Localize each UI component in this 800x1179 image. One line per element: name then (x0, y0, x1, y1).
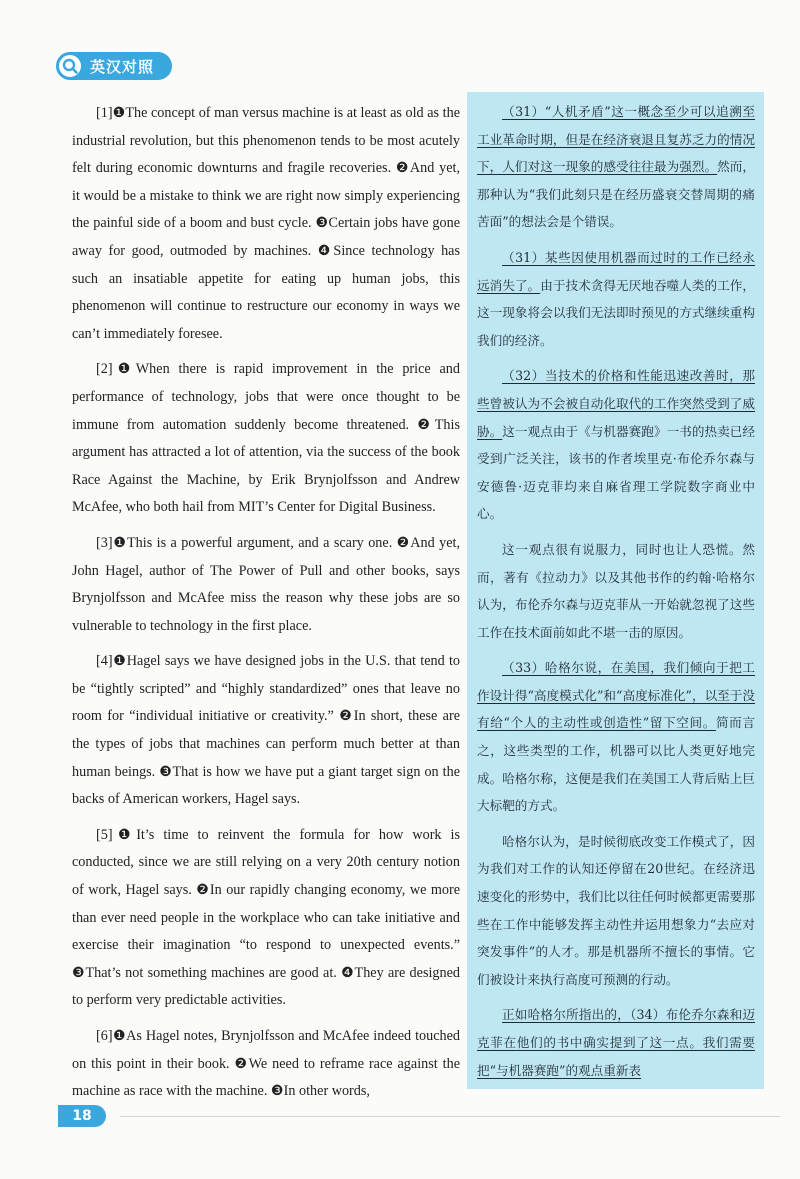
chinese-paragraph-7 (477, 1001, 755, 1084)
chinese-translation-panel (467, 92, 764, 1089)
section-badge (58, 52, 172, 80)
chinese-paragraph-1 (477, 98, 755, 236)
chinese-paragraph-3 (477, 362, 755, 528)
english-paragraph-6: [6]❶As Hagel notes, Brynjolfsson and McAfee indeed touched on this point in their book. ❷We need to reframe race against the machine as race with the machine. ❸In other words, (72, 1028, 460, 1100)
chinese-paragraph-4 (477, 536, 755, 646)
chinese-paragraph-6 (477, 828, 755, 994)
underlined-translation: （31）“人机矛盾”这一概念至少可以追溯至工业革命时期，但是在经济衰退且复苏乏力的情况下，人们对这一现象的感受往往最为强烈。 (477, 104, 755, 175)
search-magnifier-icon (56, 52, 84, 80)
underlined-translation: （33）哈格尔说，在美国，我们倾向于把工作设计得“高度模式化”和“高度标准化”，以至于没有给“个人的主动性或创造性”留下空间。 (477, 660, 755, 731)
english-text-column (72, 100, 460, 1114)
english-paragraph-1: [1]❶The concept of man versus machine is at least as old as the industrial revolution, but this phenomenon tends to be most acutely felt during economic downturns and fragile recoveries. ❷And yet, it would be a mistake to think we are right now simply experiencing the painful side of a boom and bust cycle. ❸Certain jobs have gone away for good, outmoded by machines. ❹Since technology has such an insatiable appetite for eating up human jobs, this phenomenon will continue to restructure our economy in ways we can’t immediately foresee. (72, 105, 460, 342)
chinese-paragraph-2 (477, 244, 755, 354)
plain-translation: 这一观点很有说服力，同时也让人恐慌。然而，著有《拉动力》以及其他书作的约翰·哈格尔认为，布伦乔尔森与迈克菲从一开始就忽视了这些工作在技术面前如此不堪一击的原因。 (477, 541, 755, 640)
underlined-translation: （32）当技术的价格和性能迅速改善时，那些曾被认为不会被自动化取代的工作突然受到了威胁。 (477, 368, 755, 439)
footer-divider (120, 1116, 780, 1117)
english-paragraph-2: [2]❶When there is rapid improvement in the price and performance of technology, jobs that were once thought to be immune from automation suddenly become threatened. ❷This argument has attracted a lot of attention, via the success of the book Race Against the Machine, by Erik Brynjolfsson and Andrew McAfee, who both hail from MIT’s Center for Digital Business. (72, 361, 460, 516)
plain-translation: 哈格尔认为，是时候彻底改变工作模式了，因为我们对工作的认知还停留在20世纪。在经济迅速变化的形势中，我们比以往任何时候都更需要那些在工作中能够发挥主动性并运用想象力“去应对突发事件”的人才。那是机器所不擅长的事情。它们被设计来执行高度可预测的行动。 (477, 833, 755, 987)
plain-translation: 然而，那种认为“我们此刻只是在经历盛衰交替周期的痛苦面”的想法会是个错误。 (477, 159, 756, 230)
underlined-translation: 正如哈格尔所指出的，（34）布伦乔尔森和迈克菲在他们的书中确实提到了这一点。我们需要把“与机器赛跑”的观点重新表 (477, 1007, 755, 1078)
section-badge-label: 英汉对照 (90, 57, 155, 76)
page-number: 18 (58, 1105, 106, 1127)
plain-translation: 由于技术贪得无厌地吞噬人类的工作，这一现象将会以我们无法即时预见的方式继续重构我们的经济。 (477, 277, 756, 348)
chinese-paragraph-5 (477, 654, 755, 820)
english-paragraph-5: [5]❶It’s time to reinvent the formula for how work is conducted, since we are still relying on a very 20th century notion of work, Hagel says. ❷In our rapidly changing economy, we more than ever need people in the workplace who can take initiative and exercise their imagination “to respond to unexpected events.” ❸That’s not something machines are good at. ❹They are designed to perform very predictable activities. (72, 826, 460, 1009)
english-paragraph-3: [3]❶This is a powerful argument, and a scary one. ❷And yet, John Hagel, author of The Power of Pull and other books, says Brynjolfsson and McAfee miss the reason why these jobs are so vulnerable to technology in the first place. (72, 534, 460, 634)
plain-translation: 这一观点由于《与机器赛跑》一书的热卖已经受到广泛关注，该书的作者埃里克·布伦乔尔森与安德鲁·迈克菲均来自麻省理工学院数字商业中心。 (477, 423, 756, 522)
english-paragraph-4: [4]❶Hagel says we have designed jobs in the U.S. that tend to be “tightly scripted” and “highly standardized” ones that leave no room for “individual initiative or creativity.” ❷In short, these are the types of jobs that machines can perform much better at than human beings. ❸That is how we have put a giant target sign on the backs of American workers, Hagel says. (72, 653, 460, 808)
underlined-translation: （31）某些因使用机器而过时的工作已经永远消失了。 (477, 249, 755, 293)
plain-translation: 简而言之，这些类型的工作，机器可以比人类更好地完成。哈格尔称，这便是我们在美国工人背后贴上巨大标靶的方式。 (477, 715, 755, 814)
